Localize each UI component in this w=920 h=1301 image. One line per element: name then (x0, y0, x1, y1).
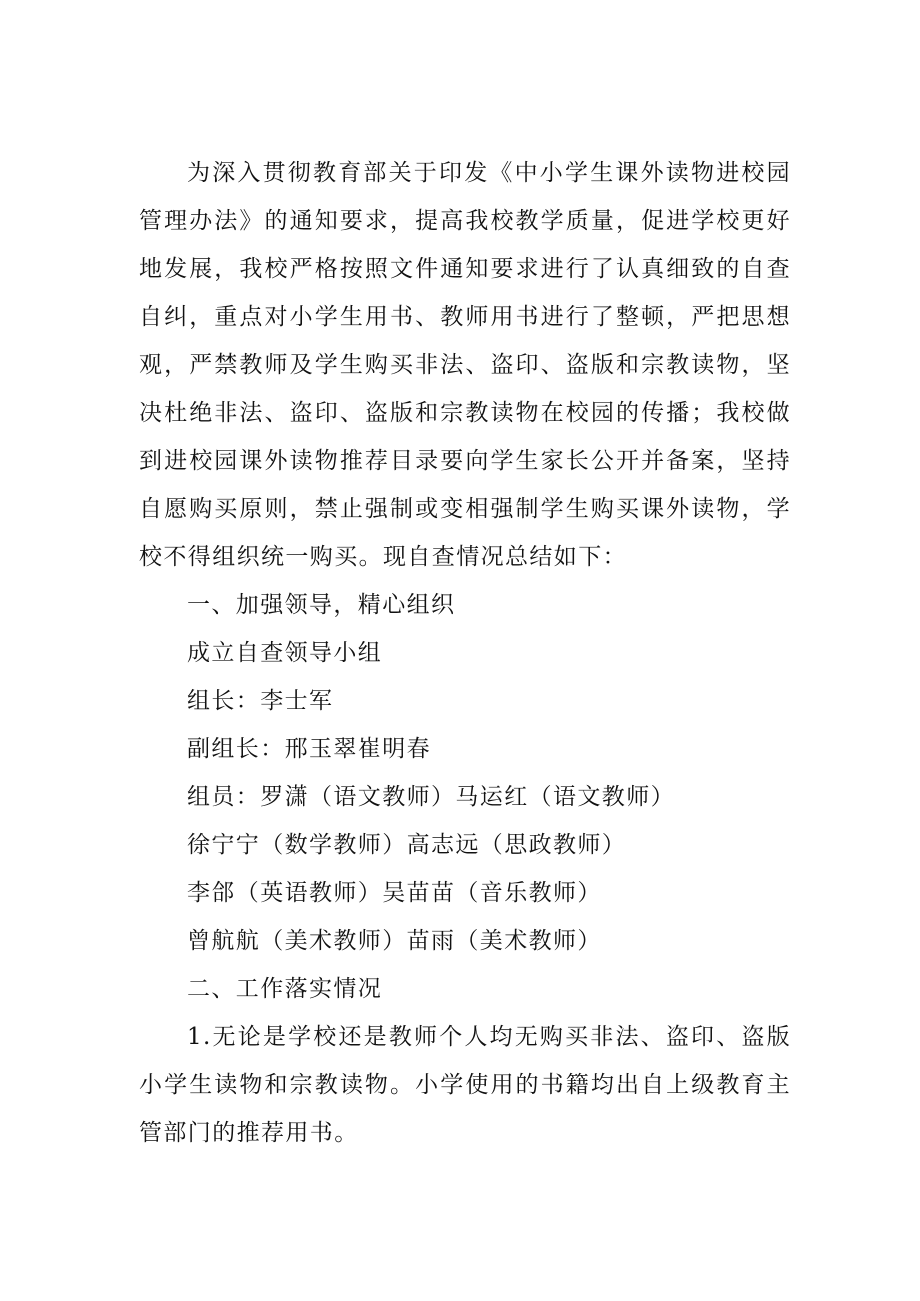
group-title: 成立自查领导小组 (187, 640, 383, 666)
members-line-4: 曾航航（美术教师）苗雨（美术教师） (187, 928, 602, 954)
intro-paragraph: 为深入贯彻教育部关于印发《中小学生课外读物进校园管理办法》的通知要求，提高我校教学质量，促进学校更好地发展，我校严格按照文件通知要求进行了认真细致的自查自纠，重点对小学生用书、教师用书进行了整顿，严把思想观，严禁教师及学生购买非法、盗印、盗版和宗教读物，坚决杜绝非法、盗印、盗版和宗教读物在校园的传播；我校做到进校园课外读物推荐目录要向学生家长公开并备案，坚持自愿购买原则，禁止强制或变相强制学生购买课外读物，学校不得组织统一购买。现自查情况总结如下： (139, 160, 791, 570)
section1-heading: 一、加强领导，精心组织 (187, 592, 456, 618)
members-line-2: 徐宁宁（数学教师）高志远（思政教师） (187, 832, 627, 858)
document-body (139, 149, 791, 1157)
members-line-3: 李郃（英语教师）吴苗苗（音乐教师） (187, 880, 602, 906)
item1-paragraph: 1.无论是学校还是教师个人均无购买非法、盗印、盗版小学生读物和宗教读物。小学使用的书籍均出自上级教育主管部门的推荐用书。 (139, 1024, 791, 1146)
section2-heading: 二、工作落实情况 (187, 976, 383, 1002)
deputy-leader-line: 副组长：邢玉翠崔明春 (187, 736, 431, 762)
members-line-1: 组员：罗潇（语文教师）马运红（语文教师） (187, 784, 675, 810)
leader-line: 组长：李士军 (187, 688, 334, 714)
